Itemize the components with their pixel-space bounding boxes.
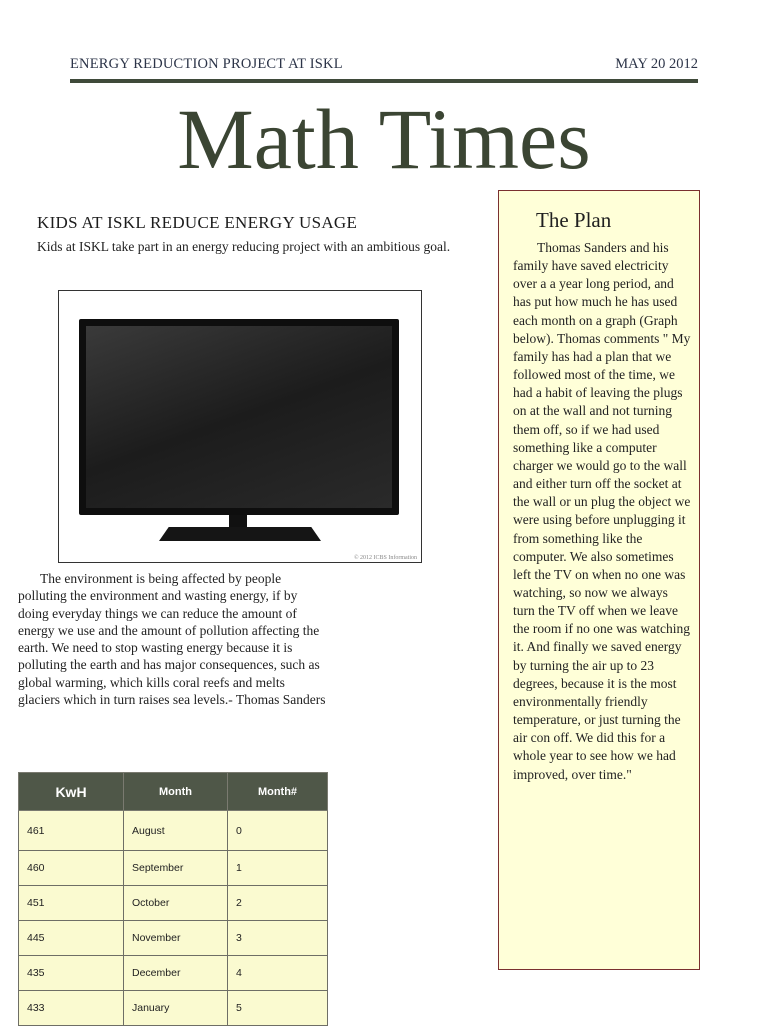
table-cell-month-number: 1 [228, 851, 328, 886]
masthead-title: Math Times [177, 91, 591, 187]
column-header-kwh: KwH [19, 773, 124, 811]
table-row [19, 886, 328, 921]
table-cell-kwh: 461 [19, 811, 124, 851]
article-body-text: The environment is being affected by people polluting the environment and wasting energy, if by doing everyday things we can reduce the amount of energy we use and the amount of pollution affecting the earth. We need to stop wasting energy because it is polluting the earth and has major consequences, such as global warming, which kills coral reefs and melts glaciers which in turn raises sea levels.- Thomas Sanders [18, 571, 326, 708]
photo-credit: © 2012 ICBS Information [353, 555, 417, 561]
table-row [19, 811, 328, 851]
sidebar-body-text: Thomas Sanders and his family have saved electricity over a a year long period, and has put how much he has used each month on a graph (Graph below). Thomas comments " My family has had a plan that we followed most of the time, we had a habit of leaving the plugs on at the wall and not turning them off, so if we had used something like a computer charger we would go to the wall and either turn off the socket at the wall or un plug the object we were using before unplugging it from something like the computer. We also sometimes left the TV on when no one was watching, so now we always turn the TV off when we leave the room if no one was watching it. And finally we saved energy by turning the air up to 23 degrees, because it is the most environmentally friendly temperature, or just turning the air con off. We did this for a whole year to see how we had improved, over time." [513, 240, 691, 782]
table-cell-month: October [124, 886, 228, 921]
table-cell-month: November [124, 921, 228, 956]
sidebar-body [513, 239, 691, 784]
article-headline: KIDS AT ISKL REDUCE ENERGY USAGE [37, 213, 358, 232]
energy-table [18, 772, 328, 1026]
issue-date: MAY 20 2012 [615, 56, 698, 72]
table-cell-kwh: 451 [19, 886, 124, 921]
table-cell-kwh: 460 [19, 851, 124, 886]
tv-screen [79, 319, 399, 515]
tv-stand-base [159, 527, 321, 541]
table-row [19, 991, 328, 1026]
plan-sidebar [498, 190, 700, 970]
table-cell-kwh: 435 [19, 956, 124, 991]
table-row [19, 956, 328, 991]
table-cell-month-number: 0 [228, 811, 328, 851]
tv-photo [58, 290, 422, 563]
project-header: ENERGY REDUCTION PROJECT AT ISKL [70, 56, 343, 72]
header-rule [70, 79, 698, 83]
table-cell-kwh: 433 [19, 991, 124, 1026]
table-row [19, 921, 328, 956]
table-cell-month-number: 4 [228, 956, 328, 991]
table-header-row [19, 773, 328, 811]
table-cell-month-number: 5 [228, 991, 328, 1026]
article-subhead: Kids at ISKL take part in an energy reducing project with an ambitious goal. [37, 239, 451, 254]
table-cell-month-number: 2 [228, 886, 328, 921]
article-body [18, 570, 328, 708]
table-cell-month: January [124, 991, 228, 1026]
table-cell-month-number: 3 [228, 921, 328, 956]
column-header-month-number: Month# [228, 773, 328, 811]
column-header-month: Month [124, 773, 228, 811]
tv-stand-neck [229, 515, 247, 529]
table-row [19, 851, 328, 886]
table-cell-month: September [124, 851, 228, 886]
sidebar-title: The Plan [536, 208, 612, 232]
table-cell-month: August [124, 811, 228, 851]
table-cell-kwh: 445 [19, 921, 124, 956]
table-cell-month: December [124, 956, 228, 991]
